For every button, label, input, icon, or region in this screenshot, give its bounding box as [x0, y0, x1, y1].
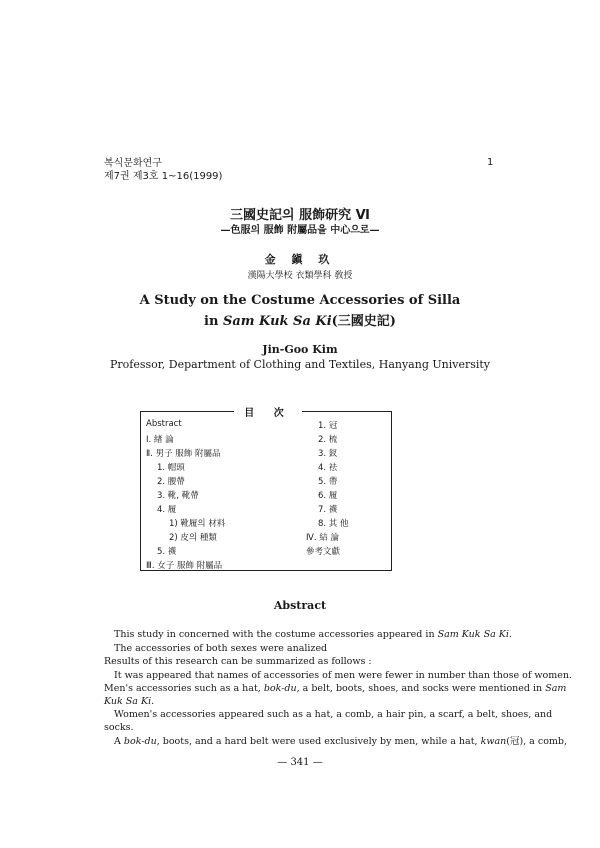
abstract-text: This study in concerned with the costume accessories appeared in — [114, 629, 438, 640]
abstract-text: , boots, and a hard belt were used exclusively by men, while a hat, — [156, 736, 481, 747]
toc-right-item: 7. 襪 — [318, 505, 338, 515]
toc-left-item: 3. 靴, 靴帶 — [157, 491, 199, 501]
abstract-heading: Abstract — [273, 599, 327, 612]
abstract-paragraph: Results of this research can be summarized as follows : — [104, 656, 372, 667]
korean-affiliation: 漢陽大學校 衣類學科 敎授 — [247, 271, 353, 281]
english-title-suffix: (三國史記) — [331, 314, 396, 329]
toc-left-item: 1. 帽頭 — [157, 463, 185, 473]
abstract-paragraph: socks. — [104, 722, 134, 733]
abstract-italic: bok-du — [263, 683, 297, 694]
toc-right-item: 1. 冠 — [318, 421, 338, 431]
page-number: 1 — [487, 157, 494, 168]
korean-title: 三國史記의 服飾研究 Ⅵ — [230, 208, 370, 223]
toc-right-item: Ⅳ. 結 論 — [306, 533, 339, 543]
abstract-paragraph: Women's accessories appeared such as a hat, a comb, a hair pin, a scarf, a belt, shoes, and — [114, 709, 553, 720]
abstract-text: , a belt, boots, shoes, and socks were mentioned in — [296, 683, 546, 694]
toc-left-item: Ⅰ. 緖 論 — [146, 435, 174, 445]
toc-left-item: 2. 腰帶 — [157, 477, 185, 487]
abstract-paragraph: It was appeared that names of accessories of men were fewer in number than those of women. — [114, 670, 573, 681]
journal-volume: 제7권 제3호 1~16(1999) — [104, 171, 223, 182]
english-title-prefix: in — [204, 314, 223, 329]
toc-right-item: 8. 其 他 — [318, 519, 349, 529]
english-affiliation: Professor, Department of Clothing and Textiles, Hanyang University — [109, 358, 491, 371]
toc-left-item: 2) 皮의 種類 — [169, 533, 217, 543]
english-author: Jin-Goo Kim — [262, 343, 338, 356]
abstract-italic: kwan — [480, 736, 507, 747]
toc-right-item: 4. 袪 — [318, 463, 338, 473]
abstract-italic: Kuk Sa Ki — [104, 696, 152, 707]
abstract-paragraph — [104, 696, 154, 708]
abstract-text: . — [151, 696, 155, 707]
journal-name: 복식문화연구 — [104, 158, 162, 169]
abstract-text: (冠), a comb, — [506, 736, 568, 747]
toc-border-top-left — [140, 411, 234, 412]
abstract-italic: Sam Kuk Sa Ki — [437, 629, 509, 640]
toc-right-item: 6. 履 — [318, 491, 338, 501]
english-title-italic: Sam Kuk Sa Ki — [222, 314, 332, 329]
toc-left-item: Abstract — [146, 419, 182, 429]
english-title-line1: A Study on the Costume Accessories of Silla — [139, 293, 461, 308]
korean-author: 金 鎭 玖 — [264, 253, 336, 266]
toc-left-item: Ⅲ. 女子 服飾 附屬品 — [146, 561, 223, 571]
abstract-text: A — [114, 736, 124, 747]
toc-left-item: 5. 襪 — [157, 547, 177, 557]
toc-left-item: 1) 靴履의 材料 — [169, 519, 226, 529]
toc-left-item: Ⅱ. 男子 服飾 附屬品 — [146, 449, 221, 459]
toc-border-top-right — [302, 411, 391, 412]
toc-title: 目 次 — [244, 408, 292, 419]
abstract-italic: Sam — [545, 683, 567, 694]
english-title-line2 — [0, 310, 600, 329]
korean-subtitle: —色服의 服飾 附屬品을 中心으로— — [220, 225, 380, 236]
toc-right-item: 3. 釵 — [318, 449, 338, 459]
abstract-paragraph — [114, 629, 512, 641]
abstract-paragraph — [114, 736, 567, 748]
abstract-text: Men's accessories such as a hat, — [104, 683, 264, 694]
abstract-italic: bok-du — [123, 736, 157, 747]
abstract-text: . — [508, 629, 512, 640]
footer-page-number: — 341 — — [277, 757, 323, 768]
toc-right-item: 參考文獻 — [306, 547, 341, 557]
toc-right-item: 2. 梳 — [318, 435, 338, 445]
abstract-paragraph: The accessories of both sexes were analized — [114, 643, 328, 654]
journal-header — [104, 157, 222, 183]
abstract-paragraph — [104, 683, 566, 695]
toc-right-item: 5. 帶 — [318, 477, 338, 487]
toc-left-item: 4. 履 — [157, 505, 177, 515]
